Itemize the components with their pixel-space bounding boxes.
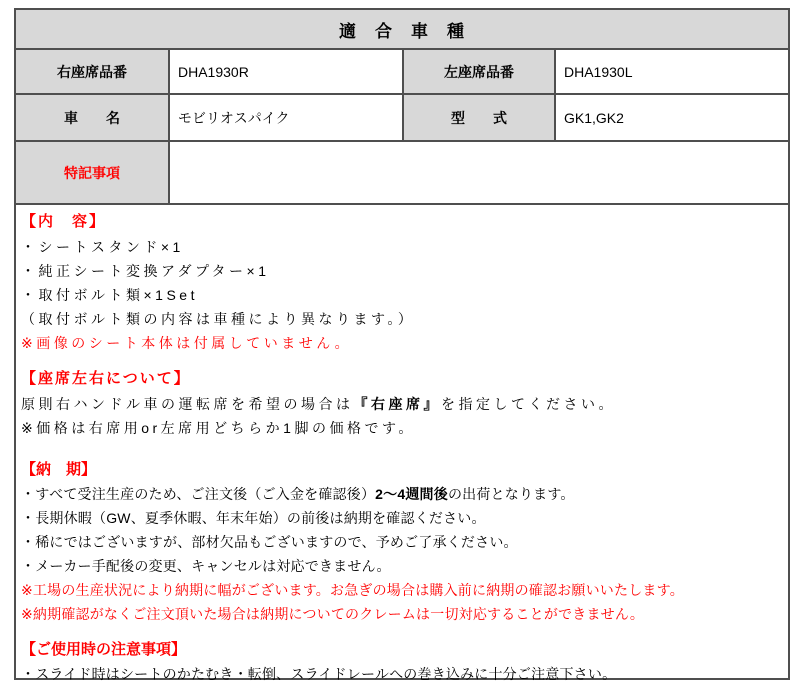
delivery-section-heading: 【納 期】	[21, 461, 97, 478]
delivery-leadtime-bold: 2～4週間後	[375, 486, 448, 502]
usage-caution-slide: ・スライド時はシートのかたむき・転倒、スライドレールへの巻き込みに十分ご注意下さい。	[21, 666, 617, 682]
special-notes-row	[16, 142, 788, 205]
seat-side-instruction	[21, 392, 780, 416]
contents-item-seat-stand: ・シートスタンド×1	[21, 239, 184, 255]
model-code-value: GK1,GK2	[556, 95, 788, 140]
right-seat-part-label: 右座席品番	[16, 50, 170, 93]
usage-caution-heading: 【ご使用時の注意事項】	[21, 641, 187, 658]
delivery-warning-claim: ※納期確認がなくご注文頂いた場合は納期についてのクレームは一切対応することができません。	[21, 606, 645, 622]
special-notes-value	[170, 142, 788, 203]
contents-item-bolts: ・取付ボルト類×1Set	[21, 287, 198, 303]
seat-side-instruction-pre: 原則右ハンドル車の運転席を希望の場合は	[21, 396, 354, 412]
seat-side-price-note: ※価格は右席用or左席用どちらか1脚の価格です。	[21, 420, 416, 436]
contents-section-heading: 【内 容】	[21, 213, 107, 230]
special-notes-label: 特記事項	[16, 142, 170, 203]
delivery-shortage: ・稀にではございますが、部材欠品もございますので、予めご了承ください。	[21, 534, 518, 550]
model-code-label: 型 式	[404, 95, 556, 140]
left-seat-part-label: 左座席品番	[404, 50, 556, 93]
delivery-no-cancel: ・メーカー手配後の変更、キャンセルは対応できません。	[21, 558, 391, 574]
contents-note-no-seat: ※画像のシート本体は付属していません。	[21, 335, 353, 351]
delivery-holidays: ・長期休暇（GW、夏季休暇、年末年始）の前後は納期を確認ください。	[21, 510, 486, 526]
seat-side-section-heading: 【座席左右について】	[21, 370, 191, 387]
car-name-value: モビリオスパイク	[170, 95, 404, 140]
left-seat-part-value: DHA1930L	[556, 50, 788, 93]
car-name-label: 車 名	[16, 95, 170, 140]
part-number-row	[16, 50, 788, 95]
table-title: 適 合 車 種	[16, 10, 788, 50]
contents-item-adapter: ・純正シート変換アダプター×1	[21, 263, 270, 279]
seat-side-instruction-bold: 『右座席』	[353, 396, 441, 412]
delivery-leadtime-pre: ・すべて受注生産のため、ご注文後（ご入金を確認後）	[21, 486, 376, 502]
contents-note-bolts: （取付ボルト類の内容は車種により異なります。）	[21, 311, 416, 327]
description-area	[16, 205, 788, 686]
delivery-leadtime-post: の出荷となります。	[447, 486, 575, 502]
right-seat-part-value: DHA1930R	[170, 50, 404, 93]
compatibility-sheet	[14, 8, 790, 680]
delivery-warning-factory: ※工場の生産状況により納期に幅がございます。お急ぎの場合は購入前に納期の確認お願いいたします。	[21, 582, 684, 598]
seat-side-instruction-post: を指定してください。	[441, 396, 616, 412]
delivery-leadtime	[21, 482, 780, 506]
car-model-row	[16, 95, 788, 142]
